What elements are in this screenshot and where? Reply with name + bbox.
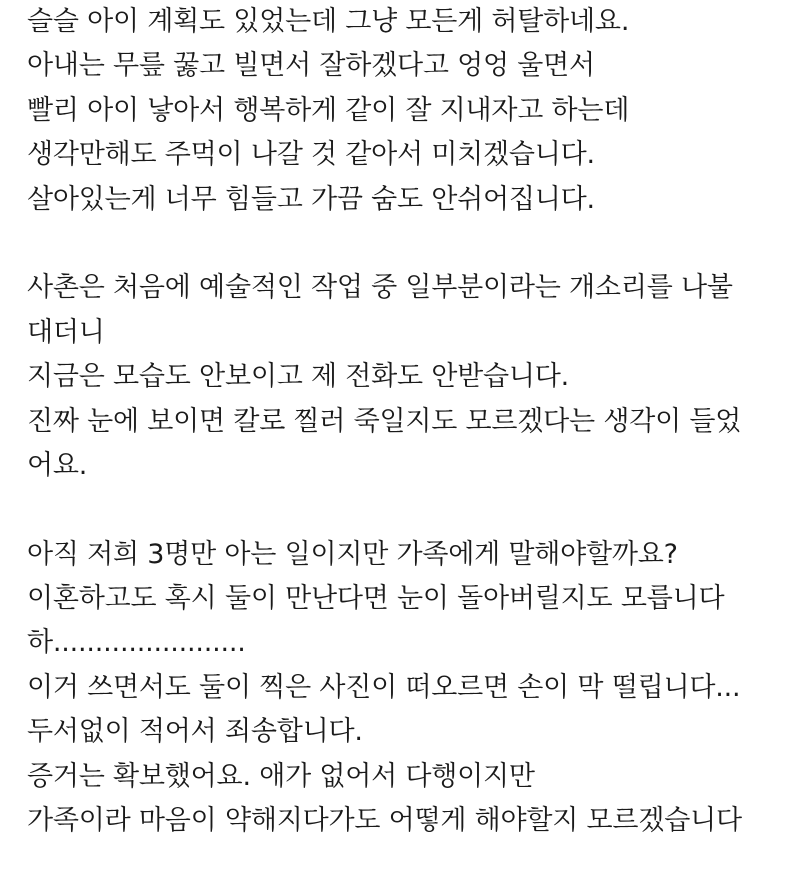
text-line: 대더니	[27, 316, 105, 348]
text-line: 생각만해도 주먹이 나갈 것 같아서 미치겠습니다.	[27, 139, 595, 171]
text-line: 어요.	[27, 449, 88, 481]
text-line: 지금은 모습도 안보이고 제 전화도 안받습니다.	[27, 361, 570, 393]
text-line: 증거는 확보했어요. 애가 없어서 다행이지만	[27, 760, 535, 792]
text-line: 가족이라 마음이 약해지다가도 어떻게 해야할지 모르겠습니다	[27, 805, 742, 837]
text-line: 빨리 아이 낳아서 행복하게 같이 잘 지내자고 하는데	[27, 94, 630, 126]
post-body-text	[27, 0, 787, 843]
text-line: 아직 저희 3명만 아는 일이지만 가족에게 말해야할까요?	[27, 538, 678, 570]
text-line: 슬슬 아이 계획도 있었는데 그냥 모든게 허탈하네요.	[27, 6, 630, 37]
paragraph-gap	[27, 488, 787, 532]
text-line: 이혼하고도 혹시 둘이 만난다면 눈이 돌아버릴지도 모릅니다	[27, 583, 725, 615]
text-line: 두서없이 적어서 죄송합니다.	[27, 716, 363, 748]
text-line: 진짜 눈에 보이면 칼로 찔러 죽일지도 모르겠다는 생각이 들었	[27, 405, 742, 437]
text-line: 살아있는게 너무 힘들고 가끔 숨도 안쉬어집니다.	[27, 183, 595, 215]
text-line: 이거 쓰면서도 둘이 찍은 사진이 떠오르면 손이 막 떨립니다...	[27, 671, 741, 703]
paragraph-gap	[27, 222, 787, 266]
text-line: 아내는 무릎 꿇고 빌면서 잘하겠다고 엉엉 울면서	[27, 50, 595, 82]
text-line: 하.......................	[27, 627, 246, 659]
text-line: 사촌은 처음에 예술적인 작업 중 일부분이라는 개소리를 나불	[27, 272, 733, 304]
